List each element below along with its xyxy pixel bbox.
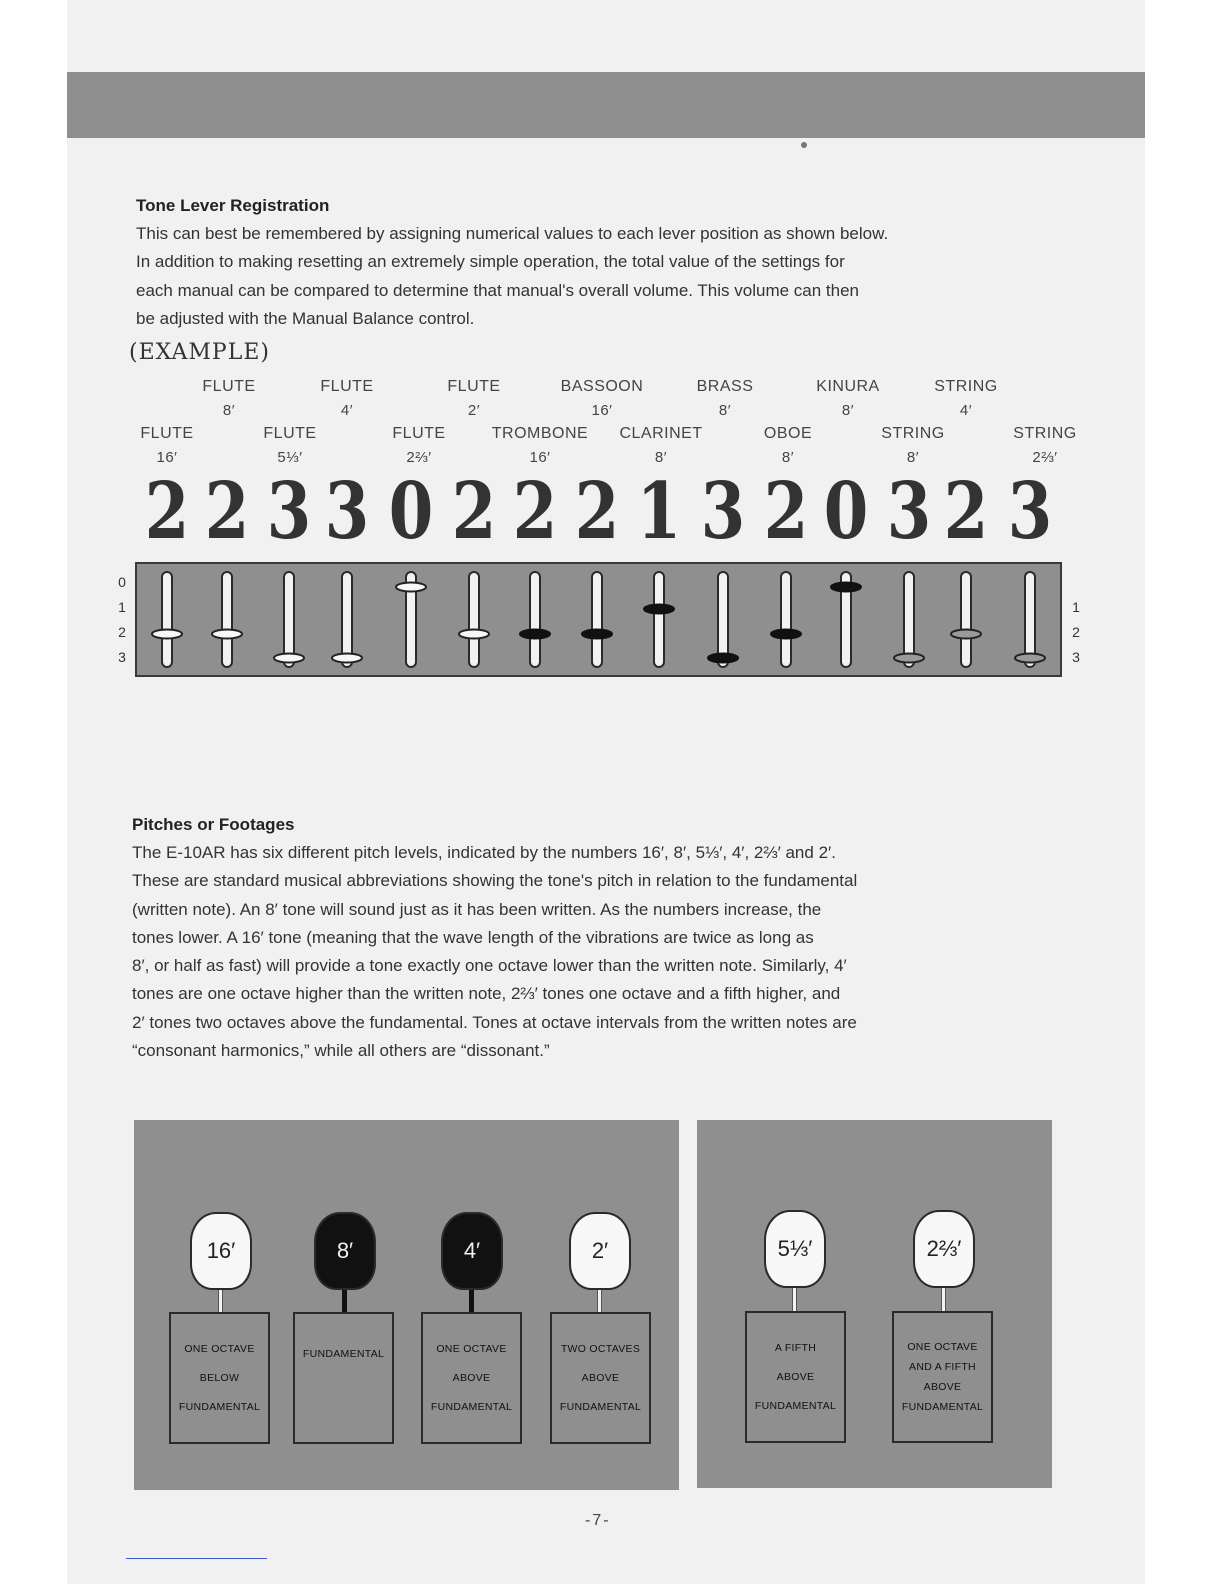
instrument-label-bottom [728,422,848,470]
lever-knob [708,654,738,663]
tone-lever-title: Tone Lever Registration [136,196,330,215]
lever-slot [961,572,971,667]
scale-left-number: 2 [118,624,126,640]
instrument-name: OBOE [763,425,813,442]
pitch-tab-8 [314,1212,376,1290]
instrument-label-bottom [985,422,1105,470]
lever-value: 1 [636,466,682,557]
instrument-name: FLUTE [263,425,317,442]
pitches-line: The E-10AR has six different pitch levels, indicated by the numbers 16′, 8′, 5⅓′, 4′, 2⅔′ and 2′. [132,843,836,862]
lever-knob [771,630,801,639]
pitches-line: 8′, or half as fast) will provide a tone exactly one octave lower than the written note. Similarly, 4′ [132,956,847,976]
tone-lever[interactable] [332,572,362,667]
tone-lever[interactable] [152,572,182,667]
tone-lever[interactable] [520,572,550,667]
instrument-footage: 5⅓′ [277,449,303,466]
lever-knob [644,605,674,614]
pitch-tab-label: 2⅔′ [926,1236,962,1261]
pitch-description-box [421,1312,522,1444]
tone-lever-line: be adjusted with the Manual Balance control. [136,308,475,328]
dissonant-pitch-panel [697,1120,1052,1488]
tone-lever[interactable] [396,572,426,667]
pitch-description-line: FUNDAMENTAL [430,1400,513,1413]
tone-lever[interactable] [582,572,612,667]
instrument-name: CLARINET [619,425,703,442]
pitch-description-line: FUNDAMENTAL [901,1401,984,1413]
lever-slot [162,572,172,667]
instrument-footage: 8′ [718,402,732,419]
instrument-label-bottom [853,422,973,470]
instrument-footage: 16′ [156,449,178,466]
instrument-footage: 16′ [591,402,613,419]
pitch-description-line: TWO OCTAVES [560,1342,641,1355]
pitches-paragraph [132,839,1048,1065]
lever-slot [781,572,791,667]
scale-right-number: 2 [1072,624,1080,640]
lever-value: 2 [763,466,809,557]
lever-slot [592,572,602,667]
instrument-name: TROMBONE [491,425,589,442]
pitches-title: Pitches or Footages [132,815,295,834]
lever-knob [396,583,426,592]
instrument-label-top [542,375,662,423]
instrument-footage: 4′ [340,402,354,419]
pitch-description-line: AND A FIFTH [909,1361,976,1373]
footer-rule [126,1558,267,1559]
pitch-tab-2-2-3 [913,1210,975,1288]
lever-slot [469,572,479,667]
tone-lever-panel [135,562,1062,677]
lever-value: 2 [204,466,250,557]
tone-lever[interactable] [894,572,924,667]
instrument-label-top [287,375,407,423]
lever-knob [152,630,182,639]
instrument-label-top [414,375,534,423]
pitches-line: These are standard musical abbreviations showing the tone's pitch in relation to the fundamental [132,871,858,891]
pitch-description-box [892,1311,993,1443]
lever-knob [459,630,489,639]
lever-knob [951,630,981,639]
pitch-description-line: ONE OCTAVE [907,1341,978,1353]
pitch-description-box [745,1311,846,1443]
instrument-footage: 8′ [654,449,668,466]
instrument-name: STRING [1013,425,1077,442]
instrument-footage: 2′ [467,402,481,419]
instrument-name: FLUTE [447,378,501,395]
pitch-description-line: ABOVE [776,1370,815,1383]
tone-lever[interactable] [459,572,489,667]
tone-levers [137,564,1060,675]
lever-knob [212,630,242,639]
pitch-description-line: ABOVE [923,1381,962,1393]
instrument-footage: 4′ [959,402,973,419]
tone-lever-line: each manual can be compared to determine that manual's overall volume. This volume can then [136,280,859,300]
pitch-tab-5-1-3 [764,1210,826,1288]
example-label: (EXAMPLE) [129,340,270,365]
pitch-tab-label: 4′ [463,1238,481,1263]
pitch-description-line: BELOW [199,1371,240,1384]
instrument-label-bottom [359,422,479,470]
page-number: -7- [585,1512,611,1529]
lever-knob [1015,654,1045,663]
pitch-description-box [293,1312,394,1444]
pitch-tab-16 [190,1212,252,1290]
tone-lever[interactable] [951,572,981,667]
pitches-line: tones are one octave higher than the written note, 2⅔′ tones one octave and a fifth higher, and [132,984,841,1004]
instrument-footage: 16′ [529,449,551,466]
instrument-name: FLUTE [392,425,446,442]
instrument-label-bottom [601,422,721,470]
scale-right-number: 1 [1072,599,1080,615]
tone-lever[interactable] [708,572,738,667]
pitch-description-line: ABOVE [581,1371,620,1384]
scale-left-number: 1 [118,599,126,615]
lever-value: 2 [512,466,558,557]
lever-value: 3 [1007,466,1053,557]
lever-slot [530,572,540,667]
lever-value: 2 [574,466,620,557]
instrument-name: BASSOON [560,378,644,395]
lever-knob [332,654,362,663]
tone-lever[interactable] [831,572,861,667]
instrument-name: FLUTE [140,425,194,442]
instrument-footage: 8′ [222,402,236,419]
pitch-description-line: FUNDAMENTAL [302,1348,385,1360]
lever-value: 3 [886,466,932,557]
lever-value: 0 [388,466,434,557]
tone-lever[interactable] [1015,572,1045,667]
lever-value: 3 [324,466,370,557]
print-speck [801,142,807,148]
lever-slot [654,572,664,667]
instrument-name: STRING [881,425,945,442]
scale-left-number: 0 [118,574,126,590]
pitch-tab-label: 16′ [206,1238,236,1263]
lever-value: 2 [943,466,989,557]
pitch-description-box [169,1312,270,1444]
tone-lever-line: This can best be remembered by assigning numerical values to each lever position as shown below. [136,224,889,243]
lever-slot [222,572,232,667]
instrument-name: BRASS [696,378,754,395]
pitches-line: tones lower. A 16′ tone (meaning that the wave length of the vibrations are twice as long as [132,927,814,947]
tone-lever[interactable] [212,572,242,667]
tone-lever-line: In addition to making resetting an extremely simple operation, the total value of the settings for [136,252,845,272]
scale-left-number: 3 [118,649,126,665]
instrument-label-top [169,375,289,423]
pitch-description-line: ONE OCTAVE [184,1342,255,1355]
instrument-name: KINURA [816,378,880,395]
lever-knob [831,583,861,592]
instrument-footage: 8′ [906,449,920,466]
pitch-tab-4 [441,1212,503,1290]
instrument-label-bottom [107,422,227,470]
instrument-footage: 2⅔′ [1032,449,1058,466]
pitch-description-line: FUNDAMENTAL [178,1400,261,1413]
pitches-line: (written note). An 8′ tone will sound just as it has been written. As the numbers increase, the [132,899,822,919]
lever-knob [274,654,304,663]
instrument-label-top [906,375,1026,423]
instrument-label-top [665,375,785,423]
lever-knob [582,630,612,639]
tone-lever[interactable] [644,572,674,667]
lever-knob [520,630,550,639]
pitch-description-line: FUNDAMENTAL [559,1400,642,1413]
pitch-description-line: A FIFTH [774,1341,817,1354]
lever-knob [894,654,924,663]
pitch-description-line: FUNDAMENTAL [754,1399,837,1412]
instrument-label-top [788,375,908,423]
lever-value: 0 [823,466,869,557]
tone-lever[interactable] [771,572,801,667]
header-band [67,72,1145,138]
pitch-tab-label: 8′ [336,1238,354,1263]
pitches-line: 2′ tones two octaves above the fundamental. Tones at octave intervals from the written notes are [132,1012,857,1032]
lever-value: 3 [700,466,746,557]
instrument-name: FLUTE [202,378,256,395]
instrument-footage: 8′ [781,449,795,466]
lever-value: 2 [451,466,497,557]
pitch-tab-label: 2′ [591,1238,609,1263]
pitch-tab-2 [569,1212,631,1290]
instrument-label-bottom [480,422,600,470]
lever-value: 3 [266,466,312,557]
scale-right-number: 3 [1072,649,1080,665]
pitches-line: “consonant harmonics,” while all others are “dissonant.” [132,1041,550,1061]
instrument-footage: 8′ [841,402,855,419]
pitch-tab-label: 5⅓′ [777,1236,813,1261]
lever-value: 2 [144,466,190,557]
pitch-description-box [550,1312,651,1444]
instrument-name: STRING [934,378,998,395]
instrument-footage: 2⅔′ [406,449,432,466]
consonant-pitch-panel [134,1120,679,1490]
instrument-label-bottom [230,422,350,470]
tone-lever[interactable] [274,572,304,667]
instrument-name: FLUTE [320,378,374,395]
pitch-description-line: ABOVE [452,1371,491,1384]
tone-lever-paragraph [136,220,1049,333]
pitch-description-line: ONE OCTAVE [436,1342,507,1355]
